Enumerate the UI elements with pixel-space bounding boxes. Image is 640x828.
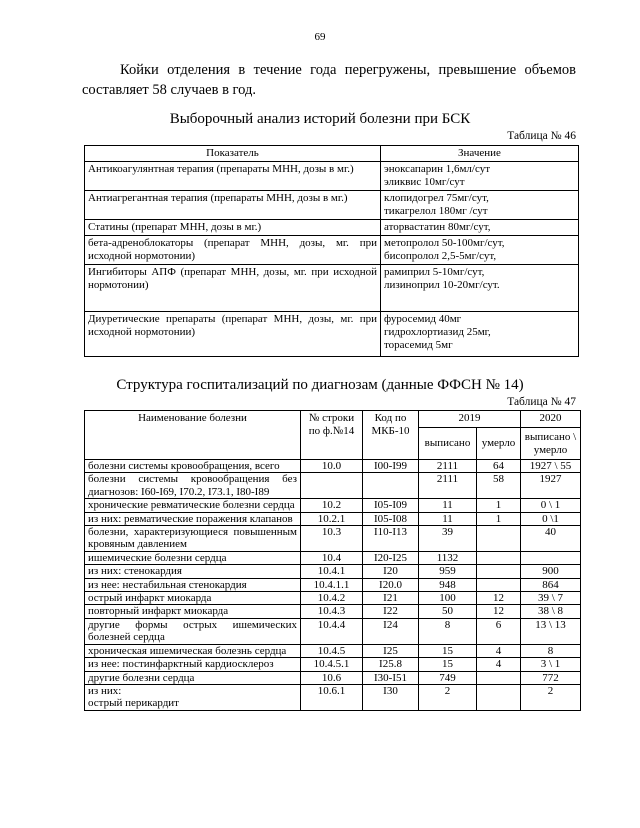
table46-number: Таблица № 46	[507, 130, 576, 142]
disease-cell: хронические ревматические болезни сердца	[85, 499, 301, 512]
disease-cell: другие болезни сердца	[85, 671, 301, 684]
disease-cell: острый инфаркт миокарда	[85, 592, 301, 605]
row-number-cell: 10.6.1	[301, 684, 363, 710]
table-row	[85, 618, 581, 644]
indicator-cell: Ингибиторы АПФ (препарат МНН, дозы, мг. при исходной нормотонии)	[85, 265, 381, 312]
value-cell: рамиприл 5-10мг/сут, лизиноприл 10-20мг/сут.	[381, 265, 579, 312]
discharged-cell: 2111	[419, 460, 477, 473]
discharged-cell: 2111	[419, 473, 477, 499]
table-row	[85, 312, 579, 357]
table-row	[85, 671, 581, 684]
died-cell: 64	[477, 460, 521, 473]
header-disease: Наименование болезни	[85, 411, 301, 460]
died-cell	[477, 671, 521, 684]
row-number-cell: 10.4.4	[301, 618, 363, 644]
year-2020-cell: 0 \1	[521, 512, 581, 525]
icd-code-cell: I10-I13	[363, 526, 419, 552]
died-cell	[477, 684, 521, 710]
table-header-row	[85, 146, 579, 162]
table-row	[85, 473, 581, 499]
indicator-cell: бета-адреноблокаторы (препарат МНН, дозы, мг. при исходной нормотонии)	[85, 236, 381, 265]
table-row	[85, 460, 581, 473]
year-2020-cell: 38 \ 8	[521, 605, 581, 618]
disease-cell: болезни, характеризующиеся повышенным кровяным давлением	[85, 526, 301, 552]
disease-cell: другие формы острых ишемических болезней сердца	[85, 618, 301, 644]
table-row	[85, 644, 581, 657]
discharged-cell: 2	[419, 684, 477, 710]
discharged-cell: 39	[419, 526, 477, 552]
discharged-cell: 100	[419, 592, 477, 605]
year-2020-cell: 39 \ 7	[521, 592, 581, 605]
disease-cell: из них: стенокардия	[85, 565, 301, 578]
row-number-cell: 10.4.2	[301, 592, 363, 605]
discharged-cell: 11	[419, 499, 477, 512]
year-2020-cell	[521, 551, 581, 564]
icd-code-cell	[363, 473, 419, 499]
died-cell: 6	[477, 618, 521, 644]
header-discharged: выписано	[419, 428, 477, 460]
disease-cell: повторный инфаркт миокарда	[85, 605, 301, 618]
year-2020-cell: 2	[521, 684, 581, 710]
discharged-cell: 15	[419, 658, 477, 671]
table47-title: Структура госпитализаций по диагнозам (данные ФФСН № 14)	[116, 377, 524, 393]
table-row	[85, 162, 579, 191]
year-2020-cell: 864	[521, 578, 581, 591]
page-number: 69	[314, 31, 326, 43]
icd-code-cell: I05-I08	[363, 512, 419, 525]
value-cell: фуросемид 40мг гидрохлортиазид 25мг, торасемид 5мг	[381, 312, 579, 357]
disease-cell: болезни системы кровообращения, всего	[85, 460, 301, 473]
row-number-cell: 10.4	[301, 551, 363, 564]
discharged-cell: 15	[419, 644, 477, 657]
table47-number: Таблица № 47	[507, 396, 576, 408]
paragraph: Койки отделения в течение года перегружены, превышение объемов составляет 58 случаев в год.	[82, 62, 576, 98]
icd-code-cell: I20.0	[363, 578, 419, 591]
year-2020-cell: 900	[521, 565, 581, 578]
icd-code-cell: I22	[363, 605, 419, 618]
discharged-cell: 948	[419, 578, 477, 591]
row-number-cell: 10.4.3	[301, 605, 363, 618]
row-number-cell: 10.4.1	[301, 565, 363, 578]
header-year-2019: 2019	[419, 411, 521, 428]
row-number-cell	[301, 473, 363, 499]
header-value: Значение	[381, 146, 579, 162]
year-2020-cell: 0 \ 1	[521, 499, 581, 512]
table-46	[84, 145, 579, 357]
table-header-row	[85, 411, 581, 428]
table-row	[85, 512, 581, 525]
table-row	[85, 684, 581, 710]
row-number-cell: 10.3	[301, 526, 363, 552]
row-number-cell: 10.4.5	[301, 644, 363, 657]
discharged-cell: 1132	[419, 551, 477, 564]
header-combined: выписано \ умерло	[521, 428, 581, 460]
died-cell: 12	[477, 592, 521, 605]
discharged-cell: 11	[419, 512, 477, 525]
table-row	[85, 236, 579, 265]
indicator-cell: Антиагрегантная терапия (препараты МНН, дозы в мг.)	[85, 191, 381, 220]
icd-code-cell: I20-I25	[363, 551, 419, 564]
disease-cell: из них: острый перикардит	[85, 684, 301, 710]
died-cell: 1	[477, 499, 521, 512]
icd-code-cell: I05-I09	[363, 499, 419, 512]
indicator-cell: Антикоагулянтная терапия (препараты МНН, дозы в мг.)	[85, 162, 381, 191]
died-cell: 1	[477, 512, 521, 525]
value-cell: эноксапарин 1,6мл/сут эликвис 10мг/сут	[381, 162, 579, 191]
died-cell	[477, 526, 521, 552]
discharged-cell: 50	[419, 605, 477, 618]
row-number-cell: 10.4.1.1	[301, 578, 363, 591]
died-cell	[477, 578, 521, 591]
icd-code-cell: I30-I51	[363, 671, 419, 684]
died-cell	[477, 565, 521, 578]
header-died: умерло	[477, 428, 521, 460]
discharged-cell: 959	[419, 565, 477, 578]
died-cell: 4	[477, 644, 521, 657]
discharged-cell: 8	[419, 618, 477, 644]
icd-code-cell: I30	[363, 684, 419, 710]
table-row	[85, 551, 581, 564]
value-cell: метопролол 50-100мг/сут, бисопролол 2,5-5мг/сут,	[381, 236, 579, 265]
died-cell	[477, 551, 521, 564]
year-2020-cell: 3 \ 1	[521, 658, 581, 671]
disease-cell: из нее: постинфарктный кардиосклероз	[85, 658, 301, 671]
disease-cell: из нее: нестабильная стенокардия	[85, 578, 301, 591]
row-number-cell: 10.2.1	[301, 512, 363, 525]
icd-code-cell: I25	[363, 644, 419, 657]
year-2020-cell: 40	[521, 526, 581, 552]
year-2020-cell: 1927	[521, 473, 581, 499]
table-row	[85, 191, 579, 220]
header-year-2020: 2020	[521, 411, 581, 428]
table-row	[85, 220, 579, 236]
discharged-cell: 749	[419, 671, 477, 684]
header-indicator: Показатель	[85, 146, 381, 162]
died-cell: 58	[477, 473, 521, 499]
table-row	[85, 658, 581, 671]
table-row	[85, 265, 579, 312]
table-row	[85, 565, 581, 578]
year-2020-cell: 1927 \ 55	[521, 460, 581, 473]
disease-cell: болезни системы кровообращения без диагнозов: I60-I69, I70.2, I73.1, I80-I89	[85, 473, 301, 499]
icd-code-cell: I20	[363, 565, 419, 578]
died-cell: 12	[477, 605, 521, 618]
icd-code-cell: I24	[363, 618, 419, 644]
table-row	[85, 578, 581, 591]
disease-cell: хроническая ишемическая болезнь сердца	[85, 644, 301, 657]
table46-title: Выборочный анализ историй болезни при БСК	[169, 111, 471, 127]
disease-cell: ишемические болезни сердца	[85, 551, 301, 564]
icd-code-cell: I21	[363, 592, 419, 605]
disease-cell: из них: ревматические поражения клапанов	[85, 512, 301, 525]
header-row-no: № строки по ф.№14	[301, 411, 363, 460]
icd-code-cell: I25.8	[363, 658, 419, 671]
indicator-cell: Статины (препарат МНН, дозы в мг.)	[85, 220, 381, 236]
header-icd: Код по МКБ-10	[363, 411, 419, 460]
table-row	[85, 592, 581, 605]
died-cell: 4	[477, 658, 521, 671]
table-row	[85, 605, 581, 618]
table-row	[85, 499, 581, 512]
table-47	[84, 410, 581, 711]
year-2020-cell: 772	[521, 671, 581, 684]
table-row	[85, 526, 581, 552]
row-number-cell: 10.2	[301, 499, 363, 512]
row-number-cell: 10.6	[301, 671, 363, 684]
row-number-cell: 10.4.5.1	[301, 658, 363, 671]
year-2020-cell: 13 \ 13	[521, 618, 581, 644]
icd-code-cell: I00-I99	[363, 460, 419, 473]
row-number-cell: 10.0	[301, 460, 363, 473]
value-cell: клопидогрел 75мг/сут, тикагрелол 180мг /сут	[381, 191, 579, 220]
indicator-cell: Диуретические препараты (препарат МНН, дозы, мг. при исходной нормотонии)	[85, 312, 381, 357]
value-cell: аторвастатин 80мг/сут,	[381, 220, 579, 236]
year-2020-cell: 8	[521, 644, 581, 657]
